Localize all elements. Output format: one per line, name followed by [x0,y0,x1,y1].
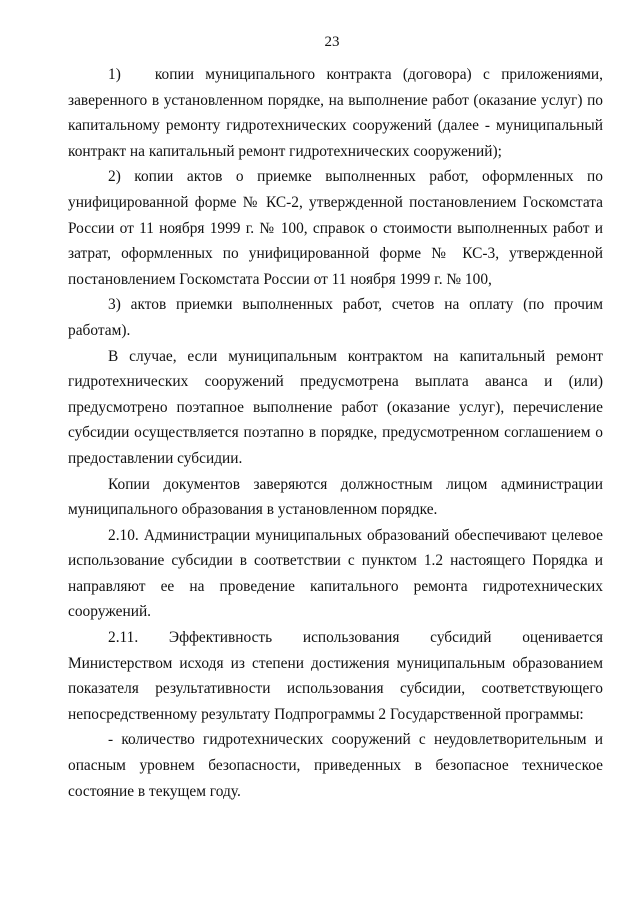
paragraph-certification: Копии документов заверяются должностным лицом администрации муниципального образования в установленном порядке. [68,475,603,519]
paragraph-2-11: 2.11. Эффективность использования субсидий оценивается Министерством исходя из степени достижения муниципальным образованием показателя результативности использования субсидии, соответствующего непосредственному результату Подпрограммы 2 Государственной программы: [68,629,603,723]
document-body [68,62,603,804]
paragraph-item-1: 1) копии муниципального контракта (договора) с приложениями, заверенного в установленном порядке, на выполнение работ (оказание услуг) по капитальному ремонту гидротехнических сооружений (далее - муниципальный контракт на капитальный ремонт гидротехнических сооружений); [68,66,603,160]
paragraph-item-2: 2) копии актов о приемке выполненных работ, оформленных по унифицированной форме № КС-2, утвержденной постановлением Госкомстата России от 11 ноября 1999 г. № 100, справок о стоимости выполненных работ и затрат, оформленных по унифицированной форме № КС-3, утвержденной постановлением Госкомстата России от 11 ноября 1999 г. № 100, [68,168,603,288]
paragraph-item-3: 3) актов приемки выполненных работ, счетов на оплату (по прочим работам). [68,296,603,339]
paragraph-advance-payment: В случае, если муниципальным контрактом на капитальный ремонт гидротехнических сооружений предусмотрена выплата аванса и (или) предусмотрено поэтапное выполнение работ (оказание услуг), перечисление субсидии осуществляется поэтапно в порядке, предусмотренном соглашением о предоставлении субсидии. [68,347,603,467]
paragraph-2-10: 2.10. Администрации муниципальных образований обеспечивают целевое использование субсидии в соответствии с пунктом 1.2 настоящего Порядка и направляют ее на проведение капитального ремонта гидротехнических сооружений. [68,526,603,621]
paragraph-indicator: - количество гидротехнических сооружений с неудовлетворительным и опасным уровнем безопасности, приведенных в безопасное техническое состояние в текущем году. [68,731,603,800]
page-number: 23 [324,34,340,50]
